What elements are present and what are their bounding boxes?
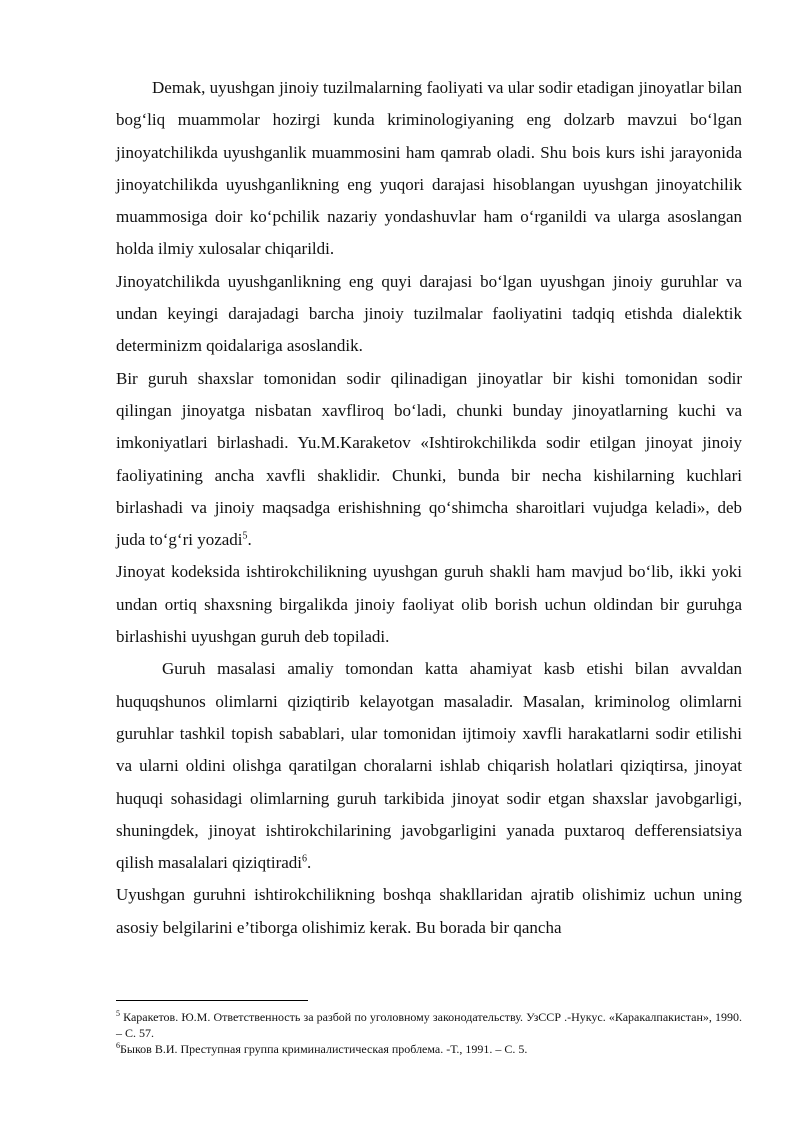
paragraph-3: [116, 363, 742, 557]
footnote-5: [116, 1009, 742, 1041]
footnote-number: 5: [116, 1009, 120, 1018]
paragraph-text: Uyushgan guruhni ishtirokchilikning boshqa shakllaridan ajratib olishimiz uchun uning asosiy belgilarini e’tiborga olishimiz kerak. Bu borada bir qancha: [116, 885, 742, 937]
footnote-text: Быков В.И. Преступная группа криминалистическая проблема. -Т., 1991. – С. 5.: [120, 1042, 528, 1056]
footnote-separator: [116, 1000, 308, 1001]
paragraph-5: [116, 653, 742, 879]
footnotes: [116, 1009, 742, 1057]
paragraph-1: [116, 72, 742, 266]
paragraph-text: Bir guruh shaxslar tomonidan sodir qilinadigan jinoyatlar bir kishi tomonidan sodir qilingan jinoyatga nisbatan xavfliroq bo‘ladi, chunki bunday jinoyatlarning kuchi va imkoniyatlari birlashadi. Yu.M.Karaketov «Ishtirokchilikda sodir etilgan jinoyat jinoiy faoliyatining ancha xavfli shaklidir. Chunki, bunda bir necha kishilarning kuchlari birlashadi va jinoiy maqsadga erishishning qo‘shimcha sharoitlari vujudga keladi», deb juda to‘g‘ri yozadi: [116, 368, 742, 550]
footnote-text: Каракетов. Ю.М. Ответственность за разбой по уголовному законодательству. УзССР .-Нукус. «Каракалпакистан», 1990. – С. 57.: [116, 1010, 742, 1040]
document-body: [116, 72, 742, 944]
footnote-6: [116, 1041, 742, 1057]
paragraph-tail: .: [307, 853, 312, 873]
paragraph-6: [116, 879, 742, 944]
paragraph-text: Jinoyatchilikda uyushganlikning eng quyi darajasi bo‘lgan uyushgan jinoiy guruhlar va undan keyingi darajadagi barcha jinoiy tuzilmalar faoliyatini tadqiq etishda dialektik determinizm qoidalariga asoslandik.: [116, 271, 742, 356]
footnote-ref-5[interactable]: 5: [242, 530, 248, 542]
paragraph-tail: .: [247, 530, 252, 550]
paragraph-text: Guruh masalasi amaliy tomondan katta ahamiyat kasb etishi bilan avvaldan huquqshunos olimlarni qiziqtirib kelayotgan masaladir. Masalan, kriminolog olimlarni guruhlar tashkil topish sabablari, ular tomonidan ijtimoiy xavfli harakatlarni sodir etilishi va ularni oldini olishga qaratilgan choralarni ishlab chiqarish holatlari qiziqtirsa, jinoyat huquqi sohasidagi olimlarning guruh tarkibida jinoyat sodir etgan shaxslar javobgarligi, shuningdek, jinoyat ishtirokchilarining javobgarligini yanada puxtaroq defferensiatsiya qilish masalalari qiziqtiradi: [116, 659, 742, 873]
paragraph-4: [116, 556, 742, 653]
paragraph-2: [116, 266, 742, 363]
paragraph-text: Demak, uyushgan jinoiy tuzilmalarning faoliyati va ular sodir etadigan jinoyatlar bilan bog‘liq muammolar hozirgi kunda kriminologiyaning eng dolzarb mavzui bo‘lgan jinoyatchilikda uyushganlik muammosini ham qamrab oladi. Shu bois kurs ishi jarayonida jinoyatchilikda uyushganlikning eng yuqori darajasi hisoblangan uyushgan jinoyatchilik muammosiga doir ko‘pchilik nazariy yondashuvlar ham o‘rganildi va ularga asoslangan holda ilmiy xulosalar chiqarildi.: [116, 78, 742, 259]
paragraph-text: Jinoyat kodeksida ishtirokchilikning uyushgan guruh shakli ham mavjud bo‘lib, ikki yoki undan ortiq shaxsning birgalikda jinoiy faoliyat olib borish uchun oldindan bir guruhga birlashishi uyushgan guruh deb topiladi.: [116, 562, 742, 647]
footnote-number: 6: [116, 1041, 120, 1050]
footnote-ref-6[interactable]: 6: [302, 853, 308, 865]
